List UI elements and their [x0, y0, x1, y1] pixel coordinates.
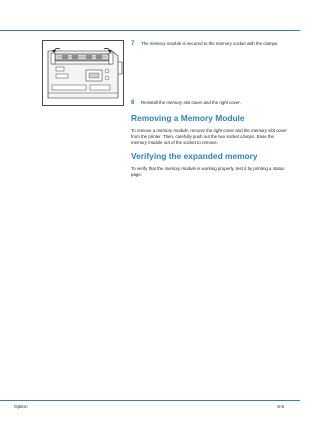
text-run: The	[141, 41, 150, 46]
italic-term: clamps	[240, 134, 255, 139]
text-run: Reinstall the	[141, 100, 167, 105]
section-body-removing	[131, 128, 291, 146]
text-run: . Ease the	[254, 134, 274, 139]
section-body-verifying	[131, 166, 291, 178]
step-8-number: 8	[131, 99, 135, 106]
memory-module-figure	[42, 40, 124, 106]
italic-term: right cover	[219, 100, 240, 105]
text-run: is secured to the memory socket with the clamps.	[181, 41, 279, 46]
header-rule	[0, 30, 300, 31]
footer-rule	[0, 400, 300, 401]
italic-term: memory module	[164, 166, 196, 171]
italic-term: right cover	[213, 128, 234, 133]
italic-term: memory slot cover	[251, 128, 287, 133]
italic-term: memory slot cover	[166, 100, 203, 105]
text-run: out of the socket to remove.	[162, 140, 218, 145]
italic-term: memory module	[149, 41, 182, 46]
step-8-text	[141, 100, 291, 106]
text-run: from the printer. Then, carefully push out the two socket	[131, 134, 241, 139]
text-run: , remove the	[187, 128, 214, 133]
text-run: and the	[202, 100, 220, 105]
text-run: To remove a	[131, 128, 157, 133]
section-heading-removing: Removing a Memory Module	[131, 113, 245, 123]
text-run: and the	[234, 128, 252, 133]
text-run: To verify that the	[131, 166, 165, 171]
italic-term: memory module	[156, 128, 188, 133]
section-heading-verifying: Verifying the expanded memory	[131, 151, 258, 161]
step-7-number: 7	[131, 40, 135, 47]
footer-page-number: 6-5	[277, 404, 284, 409]
text-run: .	[239, 100, 242, 105]
step-7-text	[141, 41, 291, 47]
italic-term: memory module	[131, 140, 163, 145]
footer-chapter-name: Option	[14, 404, 28, 409]
text-run: is working properly, test it by printing a status page.	[131, 166, 285, 177]
